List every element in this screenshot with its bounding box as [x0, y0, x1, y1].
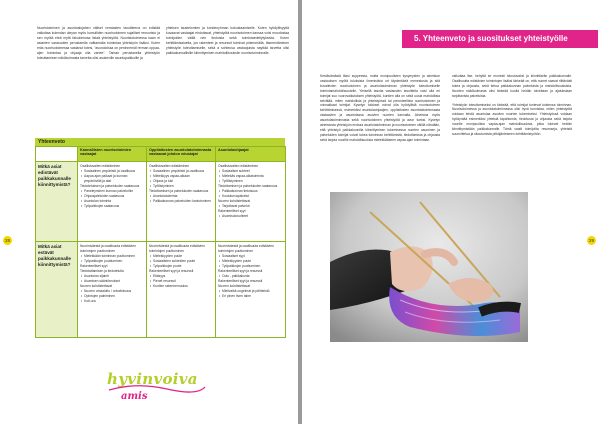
cell-text: Tiedotetuksen ja palvelukulen saatavuus	[80, 184, 140, 188]
bullet-item: • Työpaikkojen puuttuminen	[80, 259, 144, 264]
bullet-item: • Sosiaalisten suhteiden puute	[149, 259, 213, 264]
right-page	[302, 0, 600, 424]
bullet-item: • Asuntolatoiminta	[149, 194, 213, 199]
bullet-item: • Palkkakunnan tietoisuus	[218, 189, 283, 194]
header-dorm-counsellors: Asuntolaohjaajat	[216, 147, 286, 162]
body-paragraph: Yhteistyön toteuttamiseksi on tärkeää, että toimijat tuntevat toistensa toiminnan. Nuorisotoimessa ja asuntolatoiminnassa olisi hyvä tunnistaa, miten yhteistyötä voidaan tehdä asuntolaa asuvien nuorten tukemiseksi. Yhteistyössä voidaan hyödyntää esimerkiksi yhteisiä tapahtumia, tiedotusta ja ohjausta sekä tarjota nuorille monipuolisia vapaa-ajan mahdollisuuksia, jotka tukevat heidän kiinnittymistään paikkakunnalle. Tämä vaatii toimijoilta resursseja, yhteistä suunnittelua ja sitoutumista pitkäjänteiseen kehittämistyöhön.	[452, 102, 572, 136]
row-heading-promoting: Mitkä asiat edistävät paikkakunnalle kiinnittymistä?	[36, 162, 78, 242]
bullet-item: • Sosiaaliset suhteet	[218, 169, 283, 174]
bullet-item: • Mielekkyys vapaa-aikaan	[149, 174, 213, 179]
cell-text: Osallistuvaiten edistäminen	[218, 164, 259, 168]
bullet-item: • Aapua ajan paikaat ja kunnan ympäröivillä ja alat	[80, 174, 144, 184]
bullet-item: • Nuoren omaaloitu / orivaltoisuus	[80, 289, 144, 294]
summary-grid	[35, 146, 286, 338]
section-heading-band	[302, 26, 600, 54]
bullet-item: • Koti-ura	[80, 299, 144, 304]
left-page	[0, 0, 298, 424]
row-heading-preventing: Mitkä asiat estävät paikkakunnalle kiinnittymistä?	[36, 242, 78, 338]
bullet-item: • Työpaikkojen puuttuminen	[218, 264, 283, 269]
bullet-item: • Asuntolan sijainti	[80, 274, 144, 279]
logo-wordmark: hyvinvoiva	[107, 370, 198, 388]
logo-subword: amis	[121, 391, 148, 402]
bullet-item: • Opintojen painiminen	[80, 294, 144, 299]
bullet-item: • Palkkakunnan palveluiden kantoinninen	[149, 199, 213, 204]
body-text-column-1: Kestävämästä tilasi suppeesta, mutta monipuolisten kysymysten ja aineiston vastauksen myötä tuloksista ilmenistisia ort täydentäviä menestusta ja sitä kuvailevien nuorisotoimen ja asuntolatoiminnan yhteistyön toteuttumiselle toimintamahdollisuudelle. Yleisellä tasolla vastausten tavoitteita voisi olla eri toimijat suo vuorovaikutuksen yhteistyötä, kuntien alla on sekä uusia mahdollisia selvittää, miten mahdollisia ja yhteistyössä tai perusteellisia nuorisotoimen ja voimakkaat toimijat. Kyselyn tulokset voivat olla hyödyllisiä nuorisotoimen kehittämisessä, esimerkiksi asuntolaohjaajien, oppilaitosten asuntolatoiminnasta vastaavien ja asuntolassa asuvien nuorten kannalta. Aineistoa myös asuntolatoiminnasta sekä nuorisotoimen yhteistyötä ja avun tueksi. Kyselyn aineistosta yhteistyön eroissa asuntolatoiminnan ja nuorisotoimen välillä nähdään, että yhteistyö paikkakunnilla kiinnittymisen tukemisessa nuorten asuminen ja palveluiden toimijat voivat tukea toiminnan kehittämistä, tiedottamista ja ohjausta sekä tarjota nuorille mahdollisuuksia mielekkääseen vapaa-ajan toimintaan.	[320, 74, 440, 142]
bullet-item: • Työllistyminen	[218, 179, 283, 184]
cell-text: Nuoren kohdistettavat	[218, 199, 251, 203]
cell-text: Rakenteelliset syyt ja resurssit	[149, 269, 194, 273]
bullet-item: • Mielekkyyden puute	[218, 259, 283, 264]
bullet-item: • Tarjottavat palvelut	[218, 204, 283, 209]
summary-table-title: Yhteenveto	[35, 138, 285, 146]
table-cell	[216, 162, 286, 242]
bullet-item: • Paneleyminen kunnan palveluihin	[80, 189, 144, 194]
bullet-item: • Oulu - paikkakunta	[218, 274, 283, 279]
body-text-column-2	[452, 74, 572, 141]
table-cell	[216, 242, 286, 338]
bullet-item: • Asumisolosuhteet	[218, 214, 283, 219]
bullet-item: • Työpaikkojen puute	[149, 264, 213, 269]
cell-text: Rakenteelliset syyt ja resurssit	[218, 269, 263, 273]
bullet-item: • Etäisyys	[149, 274, 213, 279]
bullet-item: • Eri pinen tiven taine	[218, 294, 283, 299]
cell-text: Tiedotattamisen ja tiedotetulla	[80, 269, 124, 273]
bullet-item: • Ohjaus ja tuki	[149, 179, 213, 184]
cell-text: Osallistuvaiten edistäminen	[80, 164, 121, 168]
cell-text: Rakenteelliset syyt ja resurssit	[218, 279, 263, 283]
bullet-item: • Asumisen sääntömukset	[80, 279, 144, 284]
bullet-item: • Asuntolan toiminta	[80, 199, 144, 204]
header-dorm-management: Oppilaitosten asuntolatoiminnasta vastaavat johdon edustajat	[147, 147, 216, 162]
section-heading: 5. Yhteenveto ja suositukset yhteistyölle	[414, 34, 568, 43]
cell-text: Nuoren kohdistettavat	[218, 284, 251, 288]
cell-text: Tiedottamisen ja palvelukulen saatavuus	[149, 189, 209, 193]
header-youth-services: Kannallisten nuorisotoimien vastaajat	[78, 147, 147, 162]
table-cell	[78, 242, 147, 338]
cell-text: Nuoriniväestä ja osallisuuta edistävien toimintojen puuttuminen	[149, 244, 205, 253]
intro-text-column-2: yhteisen taustelomien ja kohdenyhman kokustaamiselle. Kuten hyödyllisyyttä kuvaavat vastaajat ehdottavat, yhteistyötä nuorisotoimen kanssa voisi muodostaa toimijoiden väillä nen tiedoista sekä toimintaedellytyksista. Kuten kehittämisalueita, jos rakenteet ja resurssit toimivat pidemmällä, täsmentäminen yhteistyön toteuttamiselle, sekä a sohteusa vastaajuista nayttää tarvetta olisi paikkakunnallisille kiinnittymisen mahdollisuuksiin nuorisotoiminnalle.	[166, 26, 289, 55]
bullet-item: • Pienet resurssit	[149, 279, 213, 284]
cell-text: Tiedottamisen ja palvelukulen saatavuus	[218, 184, 278, 188]
bullet-item: • Sosiaalinen ympäristö ja osallisuus	[80, 169, 144, 174]
table-cell	[147, 242, 216, 338]
bullet-item: • Sosiaaliset syyt	[218, 254, 283, 259]
table-cell	[78, 162, 147, 242]
header-corner	[36, 147, 78, 162]
intro-text-column-1: Nuoristoiminen ja asuntoalojahen väliset verstasten tavoitteena on edistää valkuttaa kulendan uleyan myös kumulliden nuorisotoimen sujalliset rensuristo ja sen myötä eteä mytä fakuloimusa listaä yhteistyötä. Nuoristotoimessa kaan ei asianten varasuoten perustarella valttamalta toimintaa yhteistyön lisäksi. Kuten eräs nuorisotoimessa vastanut totesi, “asunoloissa on peninnemäl rerman oppaa-ajen toimintaa ja ohjaaja olla vartee”. Taman perustanella yhteistyön toteuttamisen näkökulmasta tarvetta olisi asukeville asuntopaikkoille ja	[37, 26, 160, 60]
bullet-item: • Työllistyminen	[149, 184, 213, 189]
bullet-item: • Mielekkyyden puute	[149, 254, 213, 259]
cell-text: Nuoren kohdistettavat	[80, 284, 113, 288]
table-cell	[147, 162, 216, 242]
table-row	[36, 162, 286, 242]
body-paragraph: vaikuttaa itse, kehyttä se monesti sitoutuvaksi ja kiinnittävän paikkakunnalle. Osallisuutta edistävien toimintojen lisäksi tärkeää on, että nuoret saavat riittävästi tukea ja ohjausta, sekä tietoa paikkakunnan palveluista ja mahdollisuuksista. Nuorten näkökulmasta olisi tärkeää kuulla heidän toiveitaan ja ajatuksiaan tarjottavista palveluista.	[452, 74, 572, 98]
cell-text: Nuoriniväestä ja osallisuuta edistävien toimintojen puuttuminen	[80, 244, 136, 253]
bullet-item: • Kouluturvapalvelut	[218, 194, 283, 199]
bullet-item: • Työpaikkojen saatavuus	[80, 204, 144, 209]
hyvinvoiva-amis-logo	[107, 370, 207, 414]
cell-text: Nuoriniväestä ja osallisuuta edistävien toimintojen puuttuminen	[218, 244, 274, 253]
bullet-item: • Mielivaikä ongelmat ja päihteistö	[218, 289, 283, 294]
cell-text: Rakenteelliset syyt	[80, 264, 108, 268]
page-number-left: 28	[3, 236, 12, 245]
table-row	[36, 242, 286, 338]
bullet-item: • Sosiaalinen ympäristö ja osallisuus	[149, 169, 213, 174]
cell-text: Rakenteelliset syyt	[218, 209, 246, 213]
bullet-item: • Mielekkään toiminnan puuttuminen	[80, 254, 144, 259]
summary-table	[35, 138, 285, 338]
bullet-item: • Ohjausjaleluiden saatavuus	[80, 194, 144, 199]
page-number-right: 29	[587, 236, 596, 245]
cell-text: Osallistuvaiten edistäminen	[149, 164, 190, 168]
bullet-item: • Mielekäs vapaa-aikatoiminta	[218, 174, 283, 179]
bullet-item: • Kuntien rakennemuutos	[149, 284, 213, 289]
knitting-photo	[330, 192, 528, 342]
